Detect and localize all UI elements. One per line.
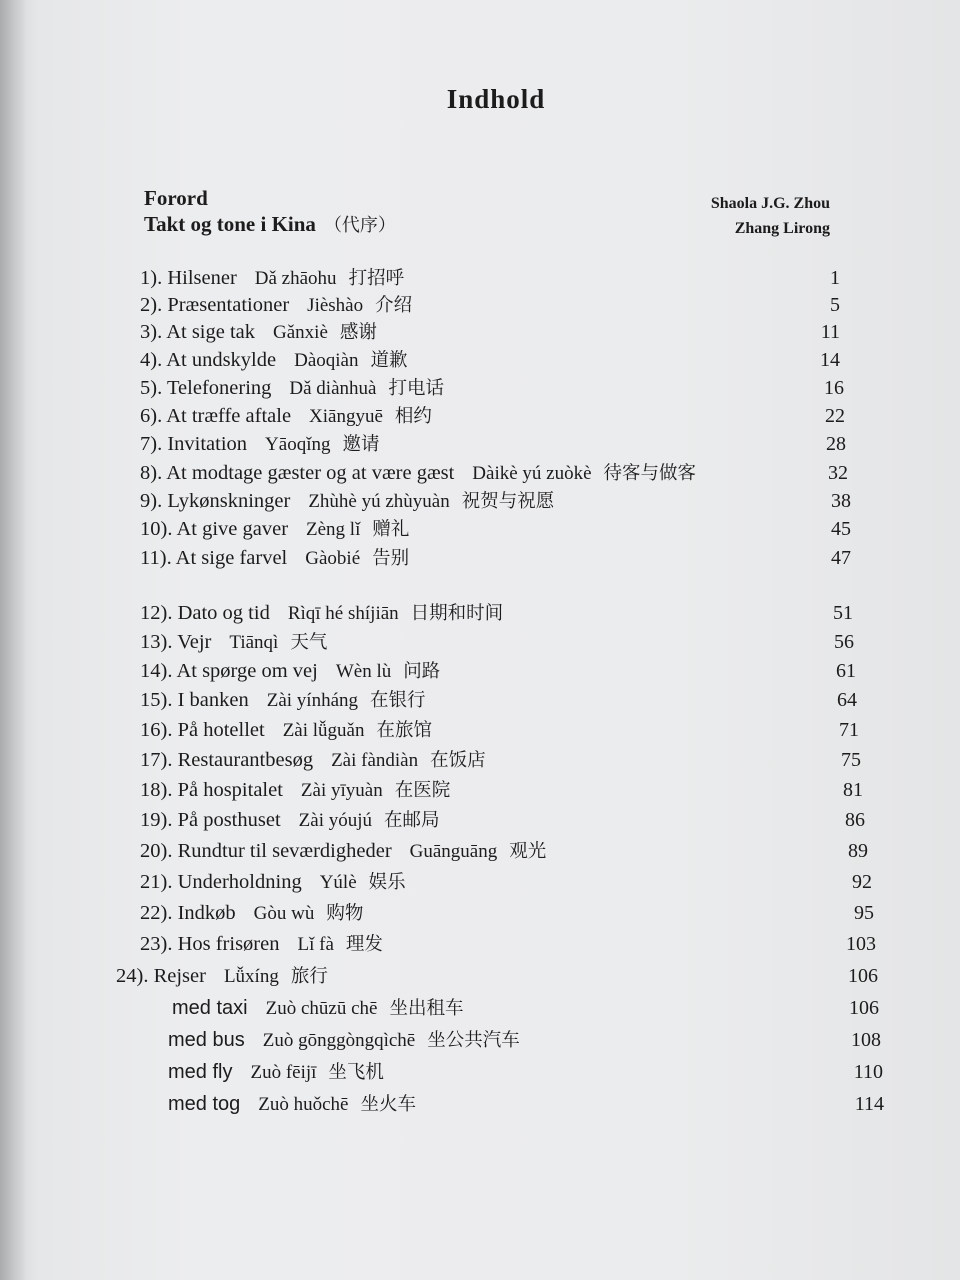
toc-page-number: 81	[843, 779, 863, 801]
toc-entry-chinese: 观光	[509, 841, 547, 862]
toc-entry-chinese: 在饭店	[430, 750, 486, 771]
toc-entry-chinese: 告别	[372, 548, 410, 569]
toc-entry-pinyin: Zèng lǐ	[306, 519, 361, 540]
toc-entry-title: 13). Vejr	[140, 631, 212, 653]
toc-entry-title: 1). Hilsener	[140, 267, 237, 289]
toc-page-number: 64	[837, 689, 857, 711]
toc-entry-title: med taxi	[172, 997, 248, 1019]
toc-entry-chinese: 待客与做客	[603, 463, 697, 484]
toc-entry-pinyin: Zài yínháng	[266, 690, 359, 711]
toc-entry	[140, 318, 377, 346]
toc-page-number: 14	[820, 349, 840, 371]
toc-entry-title: 15). I banken	[140, 689, 249, 711]
toc-entry	[140, 544, 409, 572]
toc-entry-chinese: 赠礼	[372, 519, 410, 540]
toc-entry	[140, 402, 432, 430]
toc-entry-title: 16). På hotellet	[140, 719, 265, 741]
toc-entry-pinyin: Lǐ fà	[297, 934, 334, 955]
toc-entry-title: 12). Dato og tid	[140, 602, 270, 624]
toc-entry-pinyin: Zài yóujú	[298, 810, 373, 831]
toc-entry	[168, 1058, 384, 1086]
toc-page-number: 45	[831, 518, 851, 540]
toc-entry-pinyin: Lǚxíng	[223, 966, 279, 987]
toc-entry-title: 6). At træffe aftale	[140, 405, 292, 427]
foreword-heading: Forord	[144, 186, 208, 210]
toc-entry-title: 10). At give gaver	[140, 518, 289, 540]
toc-entry	[140, 599, 503, 627]
toc-entry-chinese: 在银行	[370, 690, 426, 711]
toc-page-number: 106	[849, 997, 879, 1019]
toc-page-number: 1	[830, 267, 840, 289]
toc-page-number: 61	[836, 660, 856, 682]
toc-entry	[140, 746, 486, 774]
toc-entry-chinese: 日期和时间	[410, 603, 504, 624]
toc-entry-pinyin: Zuò huǒchē	[258, 1094, 349, 1115]
toc-entry-chinese: 打电话	[388, 378, 444, 399]
toc-page-number: 28	[826, 433, 846, 455]
toc-entry-title: 8). At modtage gæster og at være gæst	[140, 462, 455, 484]
toc-entry-pinyin: Zhùhè yú zhùyuàn	[308, 491, 450, 512]
toc-entry	[140, 459, 696, 487]
toc-entry	[140, 487, 554, 515]
etiquette-heading	[144, 211, 396, 237]
toc-page-number: 75	[841, 749, 861, 771]
toc-entry	[140, 806, 440, 834]
toc-page-number: 47	[831, 547, 851, 569]
toc-entry-pinyin: Gòu wù	[253, 903, 315, 924]
toc-entry-chinese: 坐公共汽车	[427, 1030, 520, 1051]
toc-entry-title: 5). Telefonering	[140, 377, 272, 399]
toc-entry-pinyin: Yúlè	[319, 872, 357, 893]
toc-entry-pinyin: Gǎnxiè	[273, 322, 328, 343]
toc-page-number: 103	[846, 933, 876, 955]
toc-page-number: 22	[825, 405, 845, 427]
toc-entry-pinyin: Zuò fēijī	[250, 1062, 317, 1083]
toc-page-number: 16	[824, 377, 844, 399]
toc-page-number: 108	[851, 1029, 881, 1051]
toc-entry-chinese: 在邮局	[384, 810, 440, 831]
toc-entry-title: 7). Invitation	[140, 433, 248, 455]
toc-entry-title: 14). At spørge om vej	[140, 660, 318, 682]
toc-entry-title: med bus	[168, 1029, 245, 1051]
toc-entry-pinyin: Yāoqǐng	[265, 434, 331, 455]
toc-entry	[140, 264, 404, 292]
toc-entry	[140, 515, 409, 543]
toc-entry-pinyin: Dàoqiàn	[294, 350, 359, 371]
toc-entry-title: med fly	[168, 1061, 233, 1083]
toc-entry-pinyin: Zài lǚguǎn	[282, 720, 365, 741]
toc-entry	[168, 1090, 416, 1118]
toc-entry-pinyin: Dǎ diànhuà	[289, 378, 377, 399]
toc-entry-chinese: 天气	[290, 632, 328, 653]
toc-entry	[140, 837, 546, 865]
toc-entry-chinese: 介绍	[375, 295, 413, 316]
toc-page-number: 11	[820, 321, 840, 343]
toc-entry-pinyin: Tiānqì	[229, 632, 279, 653]
toc-entry-chinese: 祝贺与祝愿	[461, 491, 555, 512]
toc-entry-chinese: 坐火车	[360, 1094, 417, 1115]
toc-entry-pinyin: Jièshào	[307, 295, 364, 316]
toc-entry-chinese: 在医院	[394, 780, 451, 801]
toc-entry-chinese: 理发	[345, 934, 383, 955]
toc-page-number: 86	[845, 809, 865, 831]
toc-entry-title: 4). At undskylde	[140, 349, 277, 371]
toc-entry	[140, 716, 432, 744]
toc-entry-title: 24). Rejser	[116, 965, 206, 987]
toc-entry	[140, 291, 412, 319]
toc-page-number: 92	[852, 871, 872, 893]
toc-entry-title: 2). Præsentationer	[140, 294, 290, 316]
toc-page-number: 114	[854, 1093, 884, 1115]
toc-entry-title: med tog	[168, 1093, 241, 1115]
toc-entry-chinese: 问路	[403, 661, 441, 682]
toc-entry-title: 19). På posthuset	[140, 809, 281, 831]
toc-page-number: 110	[853, 1061, 883, 1083]
toc-entry-chinese: 坐出租车	[389, 998, 464, 1019]
toc-entry-chinese: 道歉	[370, 350, 408, 371]
toc-entry	[140, 374, 444, 402]
toc-entry	[140, 930, 383, 958]
author-1: Shaola J.G. Zhou	[710, 195, 830, 212]
toc-entry-title: 23). Hos frisøren	[140, 933, 280, 955]
toc-entry	[140, 346, 407, 374]
toc-entry-pinyin: Zuò chūzū chē	[265, 998, 378, 1019]
toc-entry-title: 21). Underholdning	[140, 871, 302, 893]
toc-page-number: 32	[828, 462, 848, 484]
book-gutter	[0, 0, 26, 1280]
toc-entry-title: 11). At sige farvel	[140, 547, 288, 569]
toc-page-number: 5	[830, 294, 840, 316]
toc-entry-pinyin: Dàikè yú zuòkè	[472, 463, 592, 484]
toc-entry	[140, 868, 406, 896]
toc-page-number: 56	[834, 631, 854, 653]
toc-entry	[140, 628, 327, 656]
toc-entry	[168, 1026, 520, 1054]
toc-entry-title: 20). Rundtur til seværdigheder	[140, 840, 392, 862]
toc-page-number: 106	[848, 965, 878, 987]
toc-entry	[172, 994, 463, 1022]
toc-entry-chinese: 相约	[394, 406, 432, 427]
toc-entry-title: 3). At sige tak	[140, 321, 256, 343]
toc-entry-pinyin: Rìqī hé shíjiān	[287, 603, 399, 624]
toc-page-number: 95	[854, 902, 874, 924]
toc-page-number: 71	[839, 719, 859, 741]
toc-entry-pinyin: Gàobié	[305, 548, 361, 569]
toc-entry	[140, 430, 380, 458]
toc-entry	[140, 686, 426, 714]
toc-entry-chinese: 旅行	[290, 966, 328, 987]
toc-entry-pinyin: Zài fàndiàn	[331, 750, 419, 771]
toc-entry-chinese: 娱乐	[368, 872, 406, 893]
etiquette-title: Takt og tone i Kina	[144, 212, 316, 236]
toc-entry-pinyin: Zuò gōnggòngqìchē	[262, 1030, 416, 1051]
toc-entry-chinese: 购物	[326, 903, 364, 924]
toc-entry-pinyin: Zài yīyuàn	[300, 780, 383, 801]
author-2: Zhang Lirong	[734, 220, 830, 237]
toc-entry-chinese: 感谢	[339, 322, 377, 343]
toc-entry	[116, 962, 328, 990]
toc-entry	[140, 899, 363, 927]
toc-entry-pinyin: Guānguāng	[409, 841, 498, 862]
etiquette-title-chinese: （代序）	[323, 215, 396, 235]
toc-entry-chinese: 坐飞机	[328, 1062, 384, 1083]
toc-page-number: 38	[831, 490, 851, 512]
toc-entry-chinese: 邀请	[342, 434, 380, 455]
toc-entry-pinyin: Dǎ zhāohu	[254, 268, 337, 289]
toc-entry-pinyin: Wèn lù	[335, 661, 392, 682]
toc-entry-title: 18). På hospitalet	[140, 779, 283, 801]
toc-entry-chinese: 打招呼	[348, 268, 405, 289]
toc-entry-title: 22). Indkøb	[140, 902, 236, 924]
toc-entry-pinyin: Xiāngyuē	[309, 406, 383, 427]
toc-entry	[140, 776, 450, 804]
toc-entry-title: 9). Lykønskninger	[140, 490, 291, 512]
page-title: Indhold	[446, 84, 546, 114]
toc-page-number: 89	[848, 840, 868, 862]
toc-entry	[140, 657, 440, 685]
toc-entry-title: 17). Restaurantbesøg	[140, 749, 314, 771]
toc-page-number: 51	[833, 602, 853, 624]
toc-entry-chinese: 在旅馆	[376, 720, 432, 741]
